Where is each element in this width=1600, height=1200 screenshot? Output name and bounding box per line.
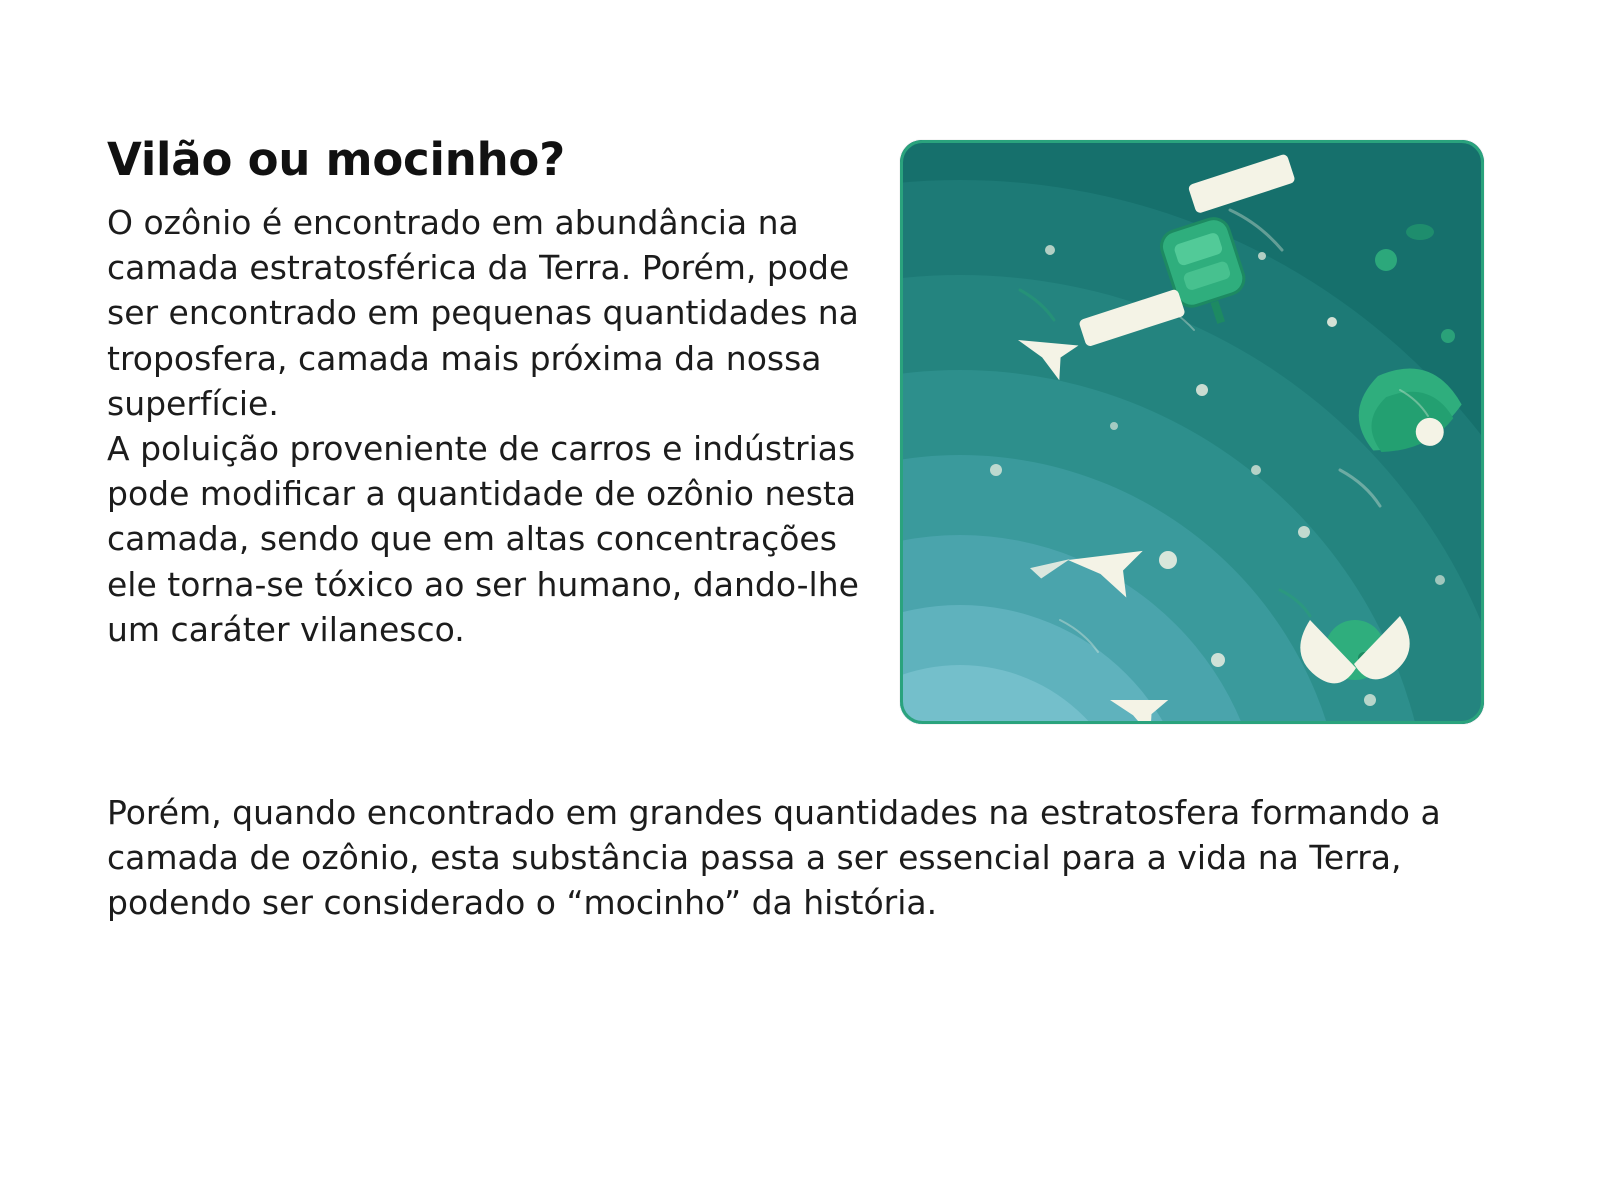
paragraph-1: O ozônio é encontrado em abundância na camada estratosférica da Terra. Porém, pode ser encontrado em pequenas quantidades na troposfera, camada mais próxima da nossa superfície.: [107, 203, 859, 423]
page-title: Vilão ou mocinho?: [107, 133, 566, 187]
body-text-column: [107, 200, 867, 652]
body-text-full: [107, 790, 1497, 926]
paragraph-3: Porém, quando encontrado em grandes quantidades na estratosfera formando a camada de ozônio, esta substância passa a ser essencial para a vida na Terra, podendo ser considerado o “mocinho” da história.: [107, 793, 1441, 923]
paragraph-2: A poluição proveniente de carros e indústrias pode modificar a quantidade de ozônio nesta camada, sendo que em altas concentrações ele torna-se tóxico ao ser humano, dando-lhe um caráter vilanesco.: [107, 429, 859, 649]
atmosphere-illustration: [900, 140, 1484, 724]
